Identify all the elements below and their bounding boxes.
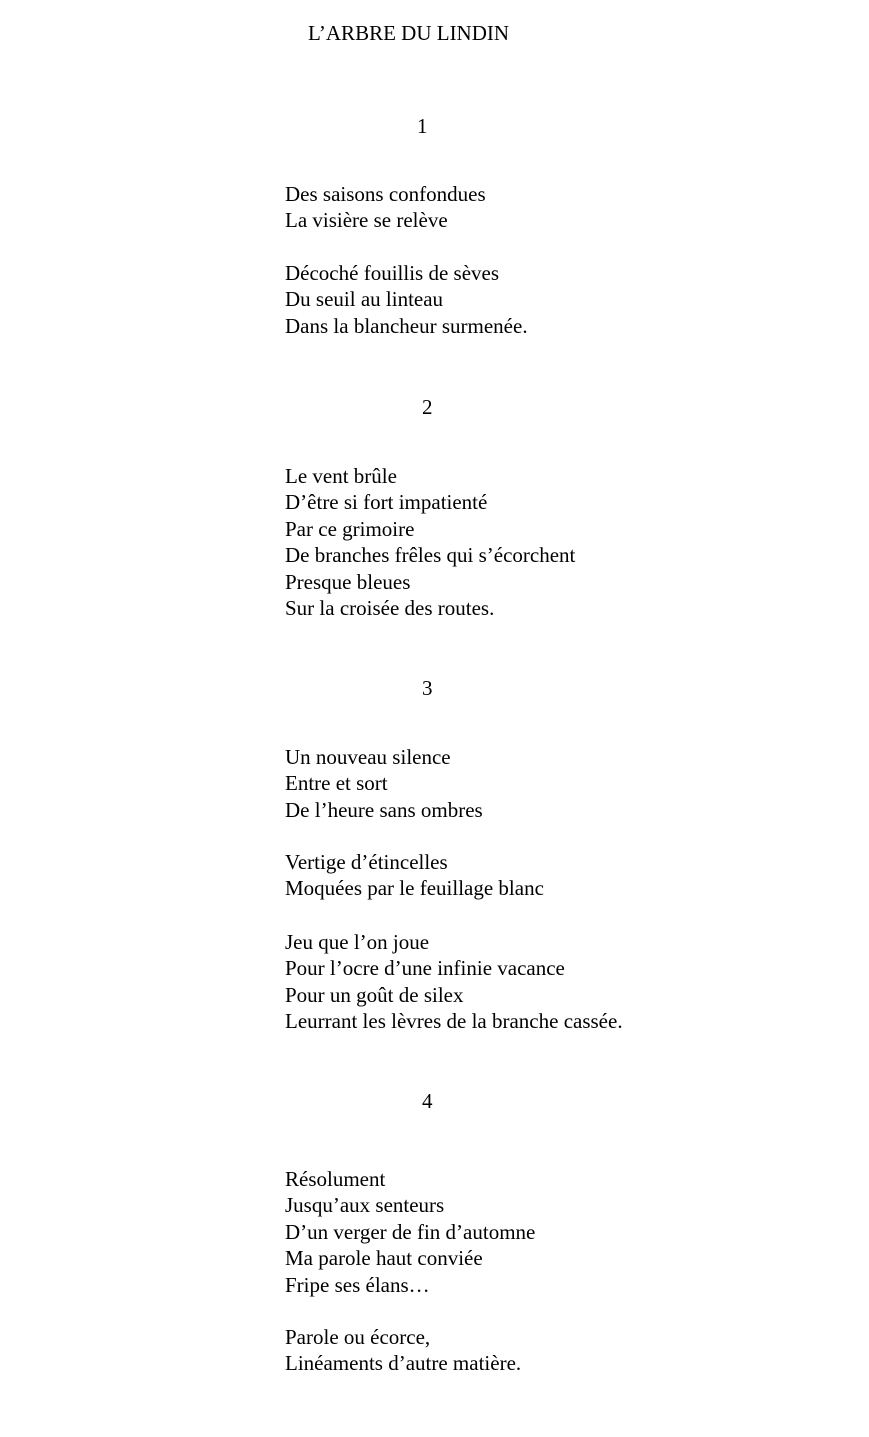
verse-line: Fripe ses élans… [285,1272,430,1297]
verse-line: Linéaments d’autre matière. [285,1351,522,1376]
verse-line: Moquées par le feuillage blanc [285,876,544,901]
stanza [285,260,528,339]
verse-line: Leurrant les lèvres de la branche cassée. [285,1009,623,1034]
stanza [285,929,623,1035]
verse-line: D’être si fort impatienté [285,490,488,515]
section-number: 4 [422,1089,433,1113]
section-number: 2 [422,395,433,419]
verse-line: Résolument [285,1167,386,1191]
stanza [285,181,486,234]
verse-line: Des saisons confondues [285,182,486,206]
verse-line: Presque bleues [285,569,411,594]
stanza [285,744,483,823]
verse-line: Du seuil au linteau [285,287,444,312]
verse-line: Jusqu’aux senteurs [285,1193,445,1218]
verse-line: Le vent brûle [285,464,397,488]
verse-line: Parole ou écorce, [285,1325,431,1349]
section-number: 1 [417,114,428,138]
verse-line: Pour un goût de silex [285,982,464,1007]
verse-line: Entre et sort [285,771,388,796]
section-number: 3 [422,676,433,700]
verse-line: La visière se relève [285,208,448,233]
verse-line: Décoché fouillis de sèves [285,261,500,285]
poem-title: L’ARBRE DU LINDIN [308,21,510,45]
verse-line: Ma parole haut conviée [285,1246,483,1271]
verse-line: De l’heure sans ombres [285,797,483,822]
verse-line: Un nouveau silence [285,745,451,769]
verse-line: Sur la croisée des routes. [285,595,495,620]
verse-line: Pour l’ocre d’une infinie vacance [285,956,565,981]
stanza [285,463,575,621]
verse-line: Vertige d’étincelles [285,850,448,874]
verse-line: Dans la blancheur surmenée. [285,313,528,338]
verse-line: De branches frêles qui s’écorchent [285,543,576,568]
stanza [285,849,544,902]
stanza [285,1166,535,1298]
verse-line: Jeu que l’on joue [285,930,430,954]
stanza [285,1324,521,1377]
verse-line: D’un verger de fin d’automne [285,1219,536,1244]
verse-line: Par ce grimoire [285,516,415,541]
